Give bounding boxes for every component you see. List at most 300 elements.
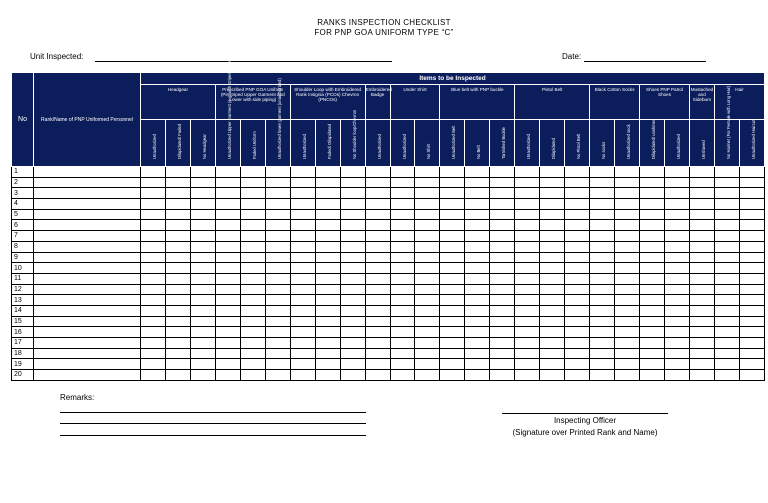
check-cell[interactable] bbox=[215, 305, 240, 316]
check-cell[interactable] bbox=[215, 327, 240, 338]
check-cell[interactable] bbox=[739, 199, 764, 210]
check-cell[interactable] bbox=[515, 348, 540, 359]
check-cell[interactable] bbox=[415, 348, 440, 359]
check-cell[interactable] bbox=[141, 220, 166, 231]
check-cell[interactable] bbox=[390, 188, 415, 199]
check-cell[interactable] bbox=[540, 177, 565, 188]
check-cell[interactable] bbox=[165, 209, 190, 220]
check-cell[interactable] bbox=[290, 284, 315, 295]
check-cell[interactable] bbox=[440, 327, 465, 338]
check-cell[interactable] bbox=[240, 273, 265, 284]
check-cell[interactable] bbox=[689, 241, 714, 252]
check-cell[interactable] bbox=[640, 167, 665, 178]
check-cell[interactable] bbox=[265, 241, 290, 252]
check-cell[interactable] bbox=[465, 199, 490, 210]
check-cell[interactable] bbox=[465, 327, 490, 338]
check-cell[interactable] bbox=[714, 177, 739, 188]
check-cell[interactable] bbox=[689, 177, 714, 188]
check-cell[interactable] bbox=[340, 167, 365, 178]
check-cell[interactable] bbox=[590, 338, 615, 349]
check-cell[interactable] bbox=[340, 338, 365, 349]
check-cell[interactable] bbox=[640, 370, 665, 381]
check-cell[interactable] bbox=[590, 348, 615, 359]
check-cell[interactable] bbox=[290, 241, 315, 252]
check-cell[interactable] bbox=[465, 167, 490, 178]
check-cell[interactable] bbox=[340, 231, 365, 242]
check-cell[interactable] bbox=[315, 199, 340, 210]
check-cell[interactable] bbox=[565, 209, 590, 220]
check-cell[interactable] bbox=[465, 284, 490, 295]
check-cell[interactable] bbox=[215, 359, 240, 370]
check-cell[interactable] bbox=[615, 273, 640, 284]
check-cell[interactable] bbox=[415, 177, 440, 188]
check-cell[interactable] bbox=[290, 188, 315, 199]
check-cell[interactable] bbox=[665, 370, 690, 381]
check-cell[interactable] bbox=[540, 284, 565, 295]
check-cell[interactable] bbox=[390, 177, 415, 188]
check-cell[interactable] bbox=[640, 188, 665, 199]
check-cell[interactable] bbox=[640, 231, 665, 242]
check-cell[interactable] bbox=[190, 295, 215, 306]
check-cell[interactable] bbox=[615, 241, 640, 252]
check-cell[interactable] bbox=[315, 327, 340, 338]
check-cell[interactable] bbox=[640, 273, 665, 284]
check-cell[interactable] bbox=[240, 263, 265, 274]
check-cell[interactable] bbox=[590, 231, 615, 242]
check-cell[interactable] bbox=[665, 199, 690, 210]
check-cell[interactable] bbox=[315, 338, 340, 349]
check-cell[interactable] bbox=[340, 370, 365, 381]
check-cell[interactable] bbox=[490, 263, 515, 274]
rank-name-cell[interactable] bbox=[34, 209, 141, 220]
check-cell[interactable] bbox=[240, 316, 265, 327]
check-cell[interactable] bbox=[290, 327, 315, 338]
check-cell[interactable] bbox=[490, 359, 515, 370]
check-cell[interactable] bbox=[540, 295, 565, 306]
check-cell[interactable] bbox=[290, 177, 315, 188]
check-cell[interactable] bbox=[141, 209, 166, 220]
check-cell[interactable] bbox=[390, 348, 415, 359]
check-cell[interactable] bbox=[365, 220, 390, 231]
check-cell[interactable] bbox=[365, 359, 390, 370]
check-cell[interactable] bbox=[165, 273, 190, 284]
check-cell[interactable] bbox=[615, 167, 640, 178]
check-cell[interactable] bbox=[590, 316, 615, 327]
check-cell[interactable] bbox=[689, 209, 714, 220]
check-cell[interactable] bbox=[340, 241, 365, 252]
check-cell[interactable] bbox=[739, 188, 764, 199]
check-cell[interactable] bbox=[165, 327, 190, 338]
check-cell[interactable] bbox=[665, 338, 690, 349]
check-cell[interactable] bbox=[440, 284, 465, 295]
check-cell[interactable] bbox=[689, 231, 714, 242]
check-cell[interactable] bbox=[415, 188, 440, 199]
check-cell[interactable] bbox=[665, 316, 690, 327]
check-cell[interactable] bbox=[365, 209, 390, 220]
check-cell[interactable] bbox=[190, 284, 215, 295]
check-cell[interactable] bbox=[465, 338, 490, 349]
rank-name-cell[interactable] bbox=[34, 199, 141, 210]
check-cell[interactable] bbox=[290, 209, 315, 220]
check-cell[interactable] bbox=[215, 177, 240, 188]
check-cell[interactable] bbox=[615, 305, 640, 316]
rank-name-cell[interactable] bbox=[34, 188, 141, 199]
check-cell[interactable] bbox=[640, 295, 665, 306]
check-cell[interactable] bbox=[315, 188, 340, 199]
check-cell[interactable] bbox=[265, 284, 290, 295]
check-cell[interactable] bbox=[365, 327, 390, 338]
check-cell[interactable] bbox=[415, 231, 440, 242]
check-cell[interactable] bbox=[141, 348, 166, 359]
check-cell[interactable] bbox=[615, 231, 640, 242]
check-cell[interactable] bbox=[265, 348, 290, 359]
check-cell[interactable] bbox=[540, 167, 565, 178]
check-cell[interactable] bbox=[665, 273, 690, 284]
check-cell[interactable] bbox=[141, 338, 166, 349]
check-cell[interactable] bbox=[190, 263, 215, 274]
check-cell[interactable] bbox=[615, 295, 640, 306]
check-cell[interactable] bbox=[415, 241, 440, 252]
rank-name-cell[interactable] bbox=[34, 348, 141, 359]
check-cell[interactable] bbox=[390, 327, 415, 338]
check-cell[interactable] bbox=[390, 295, 415, 306]
check-cell[interactable] bbox=[565, 199, 590, 210]
rank-name-cell[interactable] bbox=[34, 295, 141, 306]
check-cell[interactable] bbox=[440, 252, 465, 263]
check-cell[interactable] bbox=[590, 199, 615, 210]
check-cell[interactable] bbox=[440, 177, 465, 188]
check-cell[interactable] bbox=[465, 370, 490, 381]
check-cell[interactable] bbox=[640, 241, 665, 252]
check-cell[interactable] bbox=[490, 177, 515, 188]
check-cell[interactable] bbox=[440, 273, 465, 284]
check-cell[interactable] bbox=[714, 359, 739, 370]
check-cell[interactable] bbox=[165, 199, 190, 210]
check-cell[interactable] bbox=[215, 167, 240, 178]
check-cell[interactable] bbox=[465, 209, 490, 220]
check-cell[interactable] bbox=[240, 327, 265, 338]
check-cell[interactable] bbox=[340, 305, 365, 316]
check-cell[interactable] bbox=[665, 295, 690, 306]
check-cell[interactable] bbox=[615, 177, 640, 188]
check-cell[interactable] bbox=[390, 263, 415, 274]
check-cell[interactable] bbox=[739, 177, 764, 188]
check-cell[interactable] bbox=[215, 209, 240, 220]
check-cell[interactable] bbox=[714, 273, 739, 284]
check-cell[interactable] bbox=[240, 241, 265, 252]
check-cell[interactable] bbox=[290, 370, 315, 381]
check-cell[interactable] bbox=[365, 188, 390, 199]
check-cell[interactable] bbox=[440, 167, 465, 178]
check-cell[interactable] bbox=[515, 284, 540, 295]
check-cell[interactable] bbox=[215, 273, 240, 284]
check-cell[interactable] bbox=[440, 348, 465, 359]
check-cell[interactable] bbox=[540, 252, 565, 263]
signature-line[interactable] bbox=[502, 413, 668, 414]
check-cell[interactable] bbox=[190, 167, 215, 178]
check-cell[interactable] bbox=[365, 199, 390, 210]
check-cell[interactable] bbox=[390, 284, 415, 295]
check-cell[interactable] bbox=[265, 209, 290, 220]
check-cell[interactable] bbox=[465, 305, 490, 316]
rank-name-cell[interactable] bbox=[34, 370, 141, 381]
check-cell[interactable] bbox=[390, 316, 415, 327]
check-cell[interactable] bbox=[340, 273, 365, 284]
check-cell[interactable] bbox=[165, 220, 190, 231]
check-cell[interactable] bbox=[165, 252, 190, 263]
check-cell[interactable] bbox=[315, 284, 340, 295]
check-cell[interactable] bbox=[440, 241, 465, 252]
check-cell[interactable] bbox=[714, 316, 739, 327]
check-cell[interactable] bbox=[290, 252, 315, 263]
check-cell[interactable] bbox=[515, 370, 540, 381]
check-cell[interactable] bbox=[215, 263, 240, 274]
check-cell[interactable] bbox=[265, 305, 290, 316]
check-cell[interactable] bbox=[165, 231, 190, 242]
check-cell[interactable] bbox=[714, 231, 739, 242]
check-cell[interactable] bbox=[515, 252, 540, 263]
check-cell[interactable] bbox=[340, 188, 365, 199]
check-cell[interactable] bbox=[490, 252, 515, 263]
check-cell[interactable] bbox=[590, 370, 615, 381]
check-cell[interactable] bbox=[739, 263, 764, 274]
check-cell[interactable] bbox=[415, 167, 440, 178]
check-cell[interactable] bbox=[265, 231, 290, 242]
check-cell[interactable] bbox=[141, 284, 166, 295]
check-cell[interactable] bbox=[590, 273, 615, 284]
check-cell[interactable] bbox=[515, 327, 540, 338]
rank-name-cell[interactable] bbox=[34, 263, 141, 274]
check-cell[interactable] bbox=[290, 359, 315, 370]
check-cell[interactable] bbox=[415, 252, 440, 263]
check-cell[interactable] bbox=[340, 359, 365, 370]
date-line[interactable] bbox=[584, 61, 706, 62]
check-cell[interactable] bbox=[615, 199, 640, 210]
rank-name-cell[interactable] bbox=[34, 177, 141, 188]
check-cell[interactable] bbox=[565, 188, 590, 199]
check-cell[interactable] bbox=[615, 316, 640, 327]
check-cell[interactable] bbox=[490, 284, 515, 295]
rank-name-cell[interactable] bbox=[34, 338, 141, 349]
check-cell[interactable] bbox=[365, 273, 390, 284]
check-cell[interactable] bbox=[540, 370, 565, 381]
check-cell[interactable] bbox=[365, 231, 390, 242]
check-cell[interactable] bbox=[615, 359, 640, 370]
check-cell[interactable] bbox=[665, 220, 690, 231]
check-cell[interactable] bbox=[290, 167, 315, 178]
check-cell[interactable] bbox=[265, 295, 290, 306]
check-cell[interactable] bbox=[515, 316, 540, 327]
check-cell[interactable] bbox=[714, 305, 739, 316]
check-cell[interactable] bbox=[739, 338, 764, 349]
check-cell[interactable] bbox=[465, 220, 490, 231]
check-cell[interactable] bbox=[615, 348, 640, 359]
check-cell[interactable] bbox=[240, 338, 265, 349]
check-cell[interactable] bbox=[440, 316, 465, 327]
check-cell[interactable] bbox=[265, 370, 290, 381]
check-cell[interactable] bbox=[540, 348, 565, 359]
check-cell[interactable] bbox=[640, 316, 665, 327]
check-cell[interactable] bbox=[665, 241, 690, 252]
check-cell[interactable] bbox=[515, 359, 540, 370]
check-cell[interactable] bbox=[265, 177, 290, 188]
check-cell[interactable] bbox=[215, 284, 240, 295]
check-cell[interactable] bbox=[490, 316, 515, 327]
check-cell[interactable] bbox=[415, 370, 440, 381]
check-cell[interactable] bbox=[365, 252, 390, 263]
check-cell[interactable] bbox=[490, 209, 515, 220]
check-cell[interactable] bbox=[689, 370, 714, 381]
check-cell[interactable] bbox=[640, 252, 665, 263]
check-cell[interactable] bbox=[390, 241, 415, 252]
check-cell[interactable] bbox=[515, 209, 540, 220]
check-cell[interactable] bbox=[190, 327, 215, 338]
check-cell[interactable] bbox=[565, 273, 590, 284]
check-cell[interactable] bbox=[465, 316, 490, 327]
check-cell[interactable] bbox=[240, 220, 265, 231]
check-cell[interactable] bbox=[540, 305, 565, 316]
check-cell[interactable] bbox=[515, 220, 540, 231]
check-cell[interactable] bbox=[415, 338, 440, 349]
check-cell[interactable] bbox=[315, 316, 340, 327]
check-cell[interactable] bbox=[141, 359, 166, 370]
check-cell[interactable] bbox=[365, 316, 390, 327]
check-cell[interactable] bbox=[490, 220, 515, 231]
rank-name-cell[interactable] bbox=[34, 252, 141, 263]
check-cell[interactable] bbox=[240, 348, 265, 359]
check-cell[interactable] bbox=[739, 348, 764, 359]
remarks-line-1[interactable] bbox=[60, 412, 366, 413]
check-cell[interactable] bbox=[315, 209, 340, 220]
check-cell[interactable] bbox=[515, 231, 540, 242]
check-cell[interactable] bbox=[714, 252, 739, 263]
check-cell[interactable] bbox=[689, 348, 714, 359]
check-cell[interactable] bbox=[265, 273, 290, 284]
check-cell[interactable] bbox=[440, 263, 465, 274]
check-cell[interactable] bbox=[590, 263, 615, 274]
check-cell[interactable] bbox=[315, 167, 340, 178]
check-cell[interactable] bbox=[739, 305, 764, 316]
check-cell[interactable] bbox=[340, 177, 365, 188]
check-cell[interactable] bbox=[190, 209, 215, 220]
check-cell[interactable] bbox=[190, 370, 215, 381]
check-cell[interactable] bbox=[739, 316, 764, 327]
check-cell[interactable] bbox=[190, 188, 215, 199]
check-cell[interactable] bbox=[465, 177, 490, 188]
check-cell[interactable] bbox=[315, 370, 340, 381]
check-cell[interactable] bbox=[165, 305, 190, 316]
check-cell[interactable] bbox=[315, 252, 340, 263]
check-cell[interactable] bbox=[190, 305, 215, 316]
check-cell[interactable] bbox=[215, 370, 240, 381]
check-cell[interactable] bbox=[665, 327, 690, 338]
check-cell[interactable] bbox=[465, 188, 490, 199]
check-cell[interactable] bbox=[565, 338, 590, 349]
check-cell[interactable] bbox=[665, 263, 690, 274]
check-cell[interactable] bbox=[415, 220, 440, 231]
rank-name-cell[interactable] bbox=[34, 316, 141, 327]
check-cell[interactable] bbox=[340, 316, 365, 327]
check-cell[interactable] bbox=[689, 167, 714, 178]
check-cell[interactable] bbox=[490, 241, 515, 252]
check-cell[interactable] bbox=[515, 338, 540, 349]
check-cell[interactable] bbox=[714, 220, 739, 231]
check-cell[interactable] bbox=[590, 167, 615, 178]
check-cell[interactable] bbox=[290, 273, 315, 284]
check-cell[interactable] bbox=[390, 220, 415, 231]
check-cell[interactable] bbox=[689, 316, 714, 327]
check-cell[interactable] bbox=[540, 209, 565, 220]
check-cell[interactable] bbox=[739, 295, 764, 306]
check-cell[interactable] bbox=[739, 231, 764, 242]
check-cell[interactable] bbox=[315, 273, 340, 284]
check-cell[interactable] bbox=[665, 167, 690, 178]
check-cell[interactable] bbox=[415, 273, 440, 284]
check-cell[interactable] bbox=[714, 295, 739, 306]
check-cell[interactable] bbox=[265, 263, 290, 274]
check-cell[interactable] bbox=[515, 263, 540, 274]
check-cell[interactable] bbox=[215, 316, 240, 327]
check-cell[interactable] bbox=[390, 209, 415, 220]
check-cell[interactable] bbox=[515, 305, 540, 316]
check-cell[interactable] bbox=[590, 295, 615, 306]
check-cell[interactable] bbox=[240, 167, 265, 178]
rank-name-cell[interactable] bbox=[34, 167, 141, 178]
check-cell[interactable] bbox=[415, 295, 440, 306]
check-cell[interactable] bbox=[640, 305, 665, 316]
check-cell[interactable] bbox=[590, 220, 615, 231]
check-cell[interactable] bbox=[490, 305, 515, 316]
check-cell[interactable] bbox=[415, 305, 440, 316]
rank-name-cell[interactable] bbox=[34, 220, 141, 231]
check-cell[interactable] bbox=[215, 220, 240, 231]
check-cell[interactable] bbox=[689, 305, 714, 316]
check-cell[interactable] bbox=[365, 370, 390, 381]
check-cell[interactable] bbox=[714, 370, 739, 381]
check-cell[interactable] bbox=[165, 167, 190, 178]
check-cell[interactable] bbox=[340, 199, 365, 210]
check-cell[interactable] bbox=[215, 338, 240, 349]
check-cell[interactable] bbox=[714, 338, 739, 349]
check-cell[interactable] bbox=[415, 263, 440, 274]
check-cell[interactable] bbox=[165, 316, 190, 327]
check-cell[interactable] bbox=[141, 241, 166, 252]
check-cell[interactable] bbox=[739, 284, 764, 295]
check-cell[interactable] bbox=[290, 348, 315, 359]
check-cell[interactable] bbox=[640, 359, 665, 370]
check-cell[interactable] bbox=[565, 177, 590, 188]
check-cell[interactable] bbox=[665, 209, 690, 220]
check-cell[interactable] bbox=[465, 273, 490, 284]
check-cell[interactable] bbox=[290, 338, 315, 349]
check-cell[interactable] bbox=[390, 338, 415, 349]
check-cell[interactable] bbox=[565, 348, 590, 359]
check-cell[interactable] bbox=[340, 327, 365, 338]
check-cell[interactable] bbox=[365, 284, 390, 295]
check-cell[interactable] bbox=[365, 177, 390, 188]
rank-name-cell[interactable] bbox=[34, 231, 141, 242]
remarks-line-2[interactable] bbox=[60, 423, 366, 424]
check-cell[interactable] bbox=[640, 209, 665, 220]
check-cell[interactable] bbox=[689, 188, 714, 199]
check-cell[interactable] bbox=[141, 263, 166, 274]
check-cell[interactable] bbox=[315, 348, 340, 359]
check-cell[interactable] bbox=[215, 295, 240, 306]
check-cell[interactable] bbox=[315, 359, 340, 370]
check-cell[interactable] bbox=[465, 263, 490, 274]
check-cell[interactable] bbox=[665, 359, 690, 370]
check-cell[interactable] bbox=[415, 359, 440, 370]
